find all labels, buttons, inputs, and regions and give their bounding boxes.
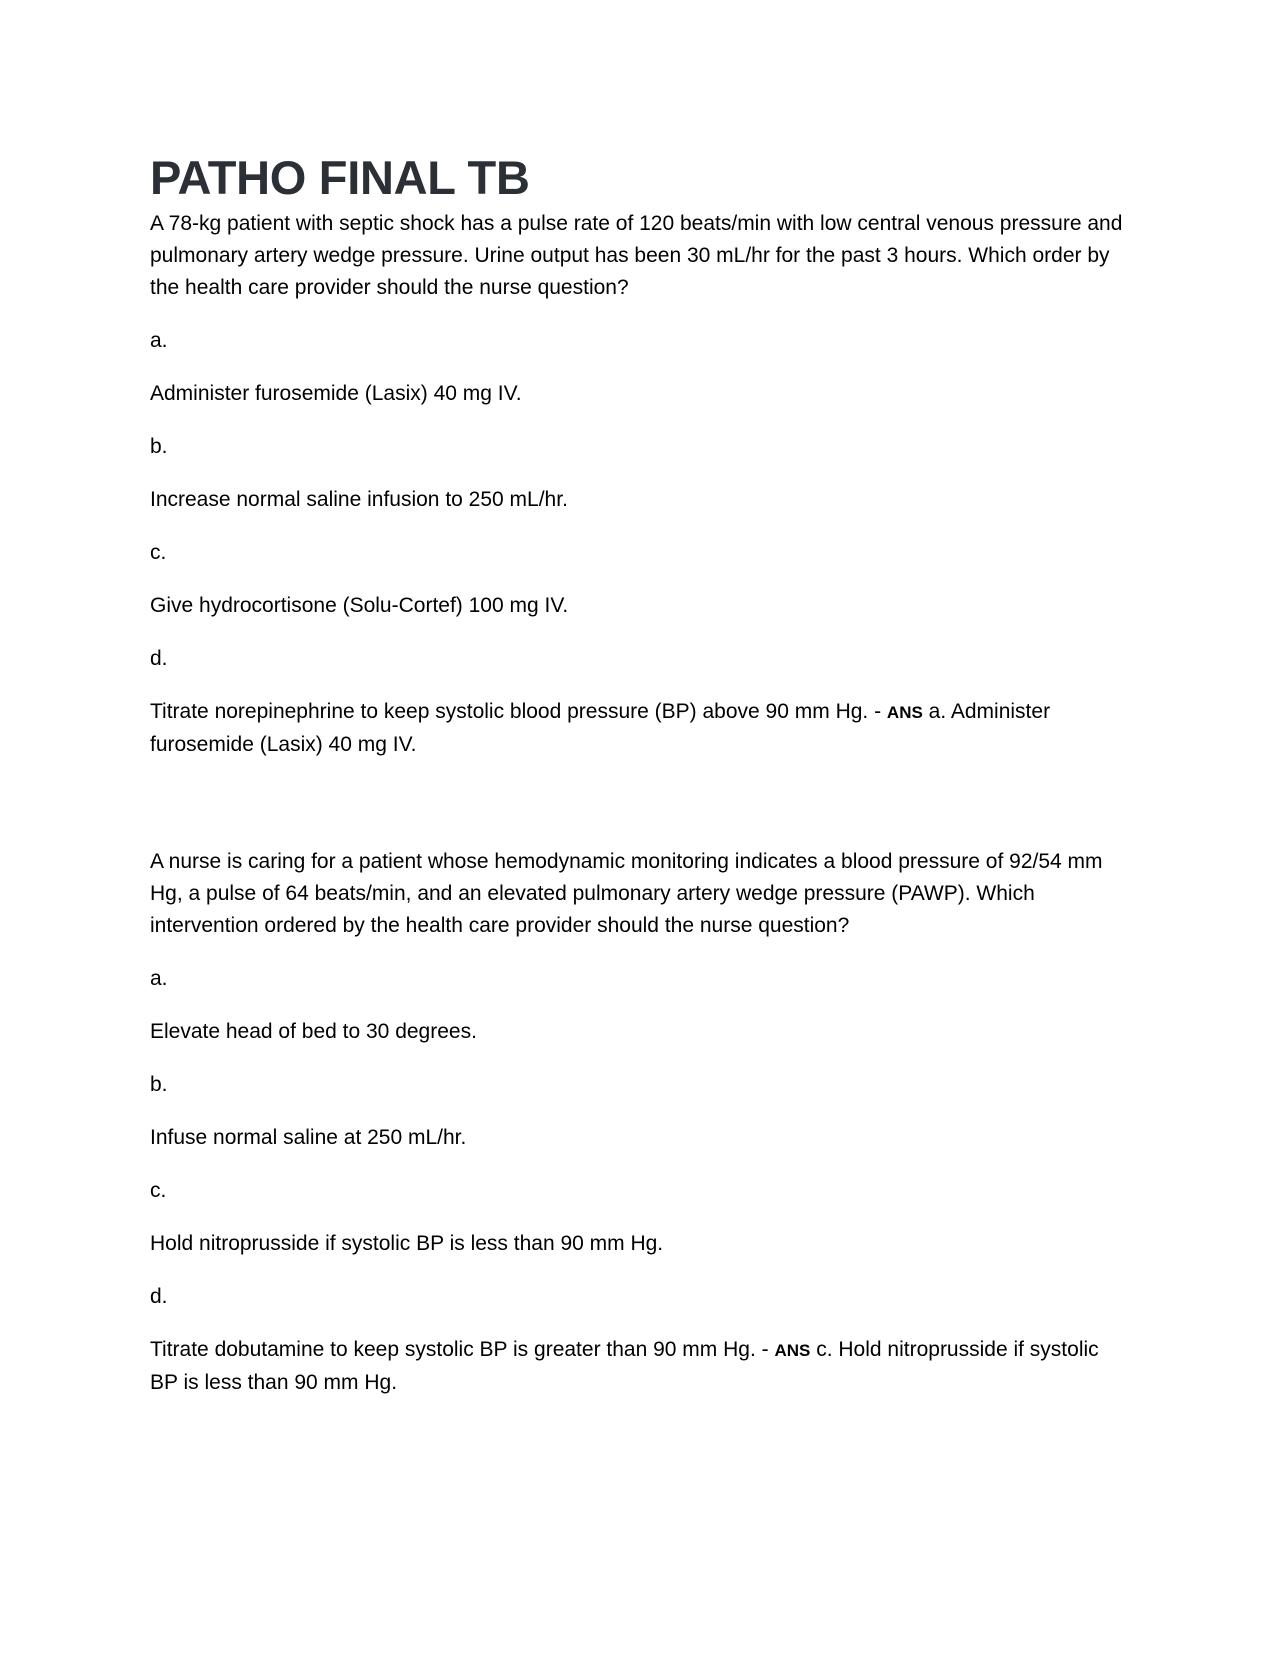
option-letter-d: d.: [150, 1285, 168, 1308]
option-text-d: Titrate dobutamine to keep systolic BP is greater than 90 mm Hg. -: [150, 1338, 769, 1361]
option-text-b: Increase normal saline infusion to 250 mL/hr.: [150, 488, 568, 511]
question-stem: A 78-kg patient with septic shock has a pulse rate of 120 beats/min with low central venous pressure and pulmonary artery wedge pressure. Urine output has been 30 mL/hr for the past 3 hours. Which order by the health care provider should the nurse question?: [150, 212, 1123, 299]
answer-label: ANS: [774, 1341, 811, 1360]
option-text-c: Hold nitroprusside if systolic BP is less than 90 mm Hg.: [150, 1232, 664, 1255]
question-spacer: [150, 761, 1130, 846]
answer-text: a. Administer furosemide (Lasix) 40 mg IV.: [150, 700, 1051, 756]
option-letter-b: b.: [150, 1073, 168, 1096]
option-text-a: Administer furosemide (Lasix) 40 mg IV.: [150, 382, 522, 405]
option-letter-a: a.: [150, 329, 168, 352]
option-text-c: Give hydrocortisone (Solu-Cortef) 100 mg IV.: [150, 594, 569, 617]
option-letter-b: b.: [150, 435, 168, 458]
question-stem: A nurse is caring for a patient whose hemodynamic monitoring indicates a blood pressure of 92/54 mm Hg, a pulse of 64 beats/min, and an elevated pulmonary artery wedge pressure (PAWP). Which intervention ordered by the health care provider should the nurse question?: [150, 850, 1103, 937]
option-text-b: Infuse normal saline at 250 mL/hr.: [150, 1126, 467, 1149]
question-2: [150, 846, 1130, 1399]
option-letter-c: c.: [150, 1179, 167, 1202]
option-text-a: Elevate head of bed to 30 degrees.: [150, 1020, 477, 1043]
option-text-d: Titrate norepinephrine to keep systolic blood pressure (BP) above 90 mm Hg. -: [150, 700, 882, 723]
answer-label: ANS: [886, 703, 923, 722]
option-d-with-answer: [150, 1334, 1130, 1399]
document-title: PATHO FINAL TB: [150, 151, 530, 204]
option-letter-d: d.: [150, 647, 168, 670]
option-letter-c: c.: [150, 541, 167, 564]
answer-text: c. Hold nitroprusside if systolic BP is less than 90 mm Hg.: [150, 1338, 1099, 1394]
document-page: [150, 150, 1130, 1399]
option-d-with-answer: [150, 696, 1130, 761]
question-1: [150, 208, 1130, 761]
option-letter-a: a.: [150, 967, 168, 990]
